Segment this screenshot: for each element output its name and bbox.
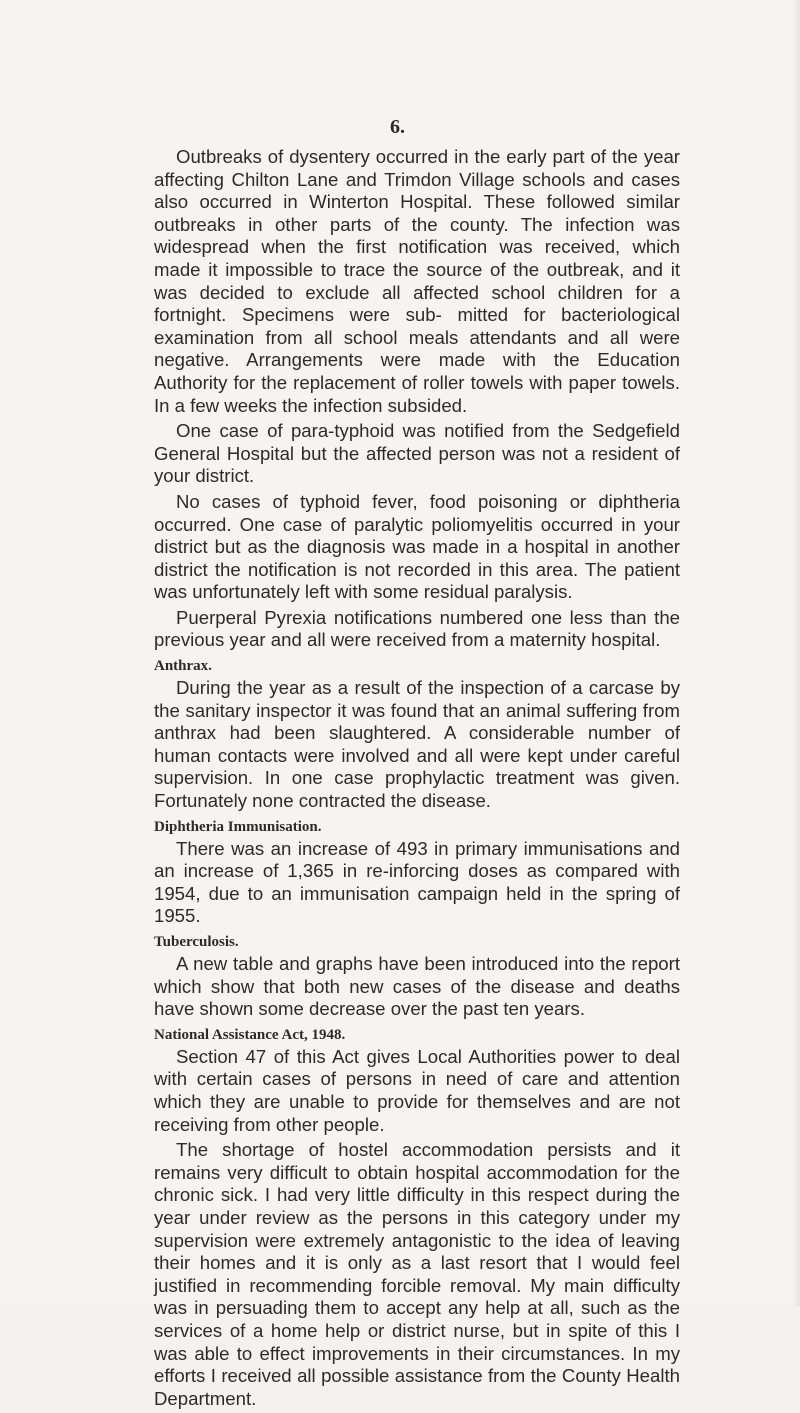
dysentery-paragraph: Outbreaks of dysentery occurred in the early part of the year affecting Chilton Lane and Trimdon Village schools and cases also occurred in Winterton Hospital. These followed similar outbreaks in other parts of the county. The infection was widespread when the first notification was received, which made it impossible to trace the source of the outbreak, and it was decided to exclude all affected school children for a fortnight. Specimens were sub- mitted for bacteriological examination from all school meals attendants and all were negative. Arrangements were made with the Education Authority for the replacement of roller towels with paper towels. In a few weeks the infection subsided. [154,146,680,416]
tuberculosis-paragraph: A new table and graphs have been introduced into the report which show that both new cases of the disease and deaths have shown some decrease over the past ten years. [154,953,680,1020]
tuberculosis-heading: Tuberculosis. [154,934,239,950]
page-number: 6. [390,116,405,138]
anthrax-heading: Anthrax. [154,658,212,675]
page-edge-shadow [792,0,800,1306]
puerperal-pyrexia-paragraph: Puerperal Pyrexia notifications numbered one less than the previous year and all were received from a maternity hospital. [154,606,680,651]
diphtheria-paragraph: There was an increase of 493 in primary immunisations and an increase of 1,365 in re-inforcing doses as compared with 1954, due to an immunisation campaign held in the spring of 1955. [154,837,680,927]
anthrax-paragraph: During the year as a result of the inspection of a carcase by the sanitary inspector it was found that an animal suffering from anthrax had been slaughtered. A considerable number of human contacts were involved and all were kept under careful supervision. In one case prophylactic treatment was given. Fortunately none contracted the disease. [154,677,680,812]
para-typhoid-paragraph: One case of para-typhoid was notified from the Sedgefield General Hospital but the affected person was not a resident of your district. [154,420,680,487]
hostel-accommodation-paragraph: The shortage of hostel accommodation persists and it remains very difficult to obtain hospital accommodation for the chronic sick. I had very little difficulty in this respect during the year under review as the persons in this category under my supervision were extremely antagonistic to the idea of leaving their homes and it is only as a last resort that I would feel justified in recommending forcible removal. My main difficulty was in persuading them to accept any help at all, such as the services of a home help or district nurse, but in spite of this I was able to effect improvements in their circumstances. In my efforts I received all possible assistance from the County Health Department. [154,1139,680,1409]
national-assistance-heading: National Assistance Act, 1948. [154,1026,346,1043]
typhoid-polio-paragraph: No cases of typhoid fever, food poisoning or diphtheria occurred. One case of paralytic poliomyelitis occurred in your district but as the diagnosis was made in a hospital in another district the notification is not recorded in this area. The patient was unfortunately left with some residual paralysis. [154,490,680,603]
report-body [154,146,680,1413]
section-47-paragraph: Section 47 of this Act gives Local Authorities power to deal with certain cases of persons in need of care and attention which they are unable to provide for themselves and are not receiving from other people. [154,1045,680,1135]
diphtheria-heading: Diphtheria Immunisation. [154,818,322,835]
